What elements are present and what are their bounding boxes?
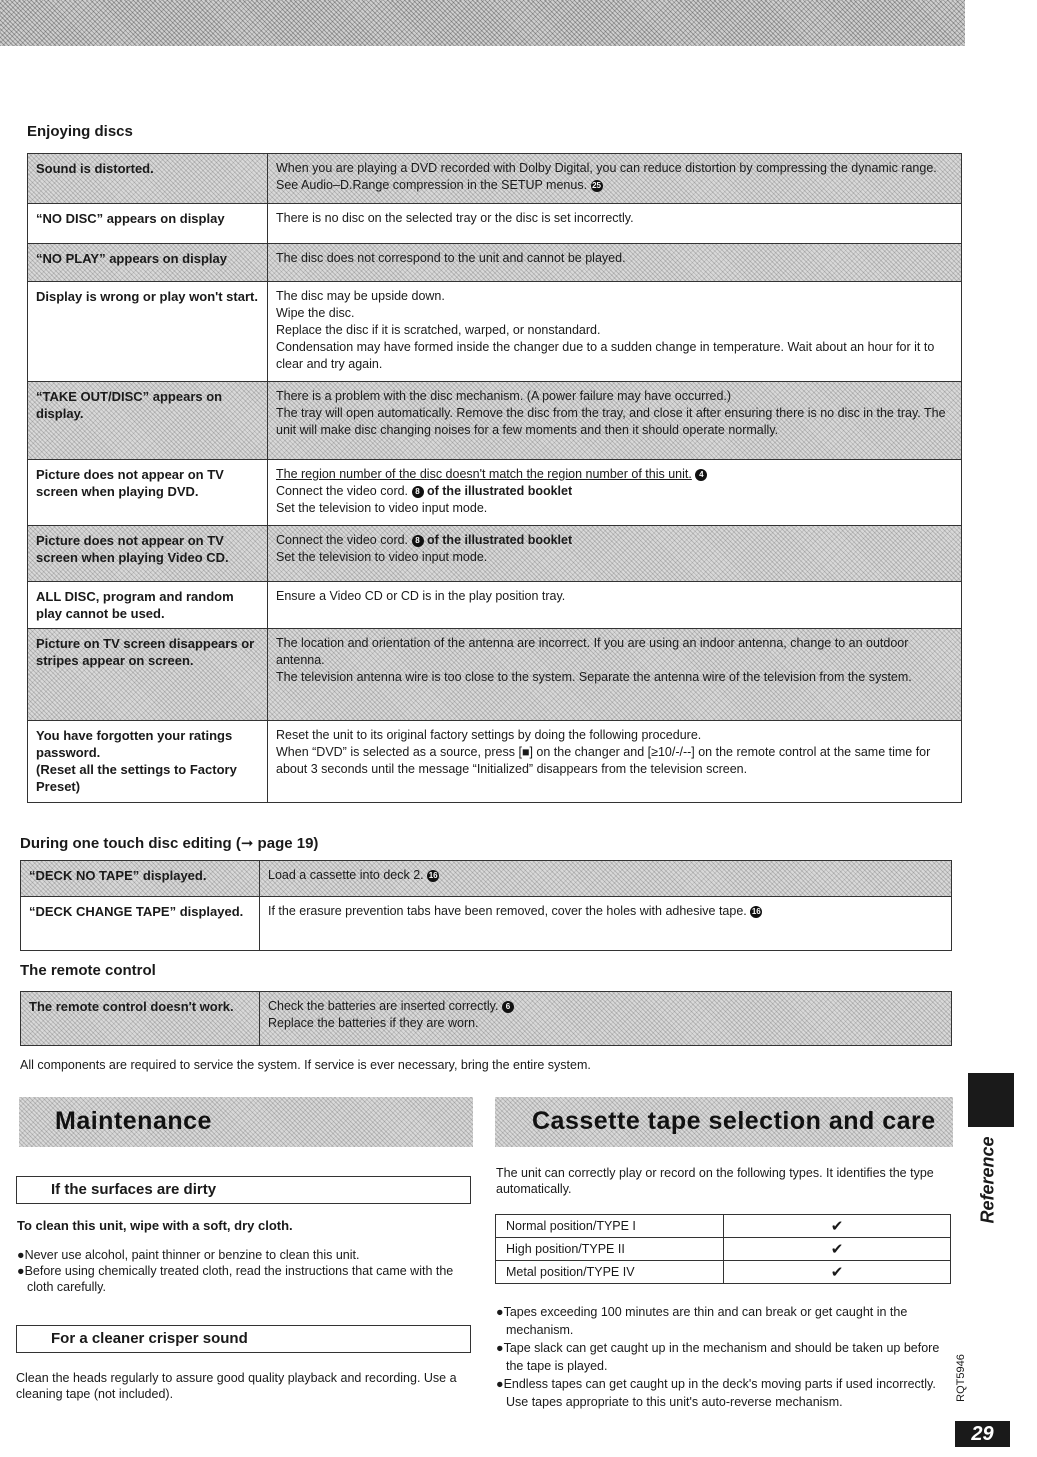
- problem-cell: Display is wrong or play won't start.: [28, 282, 268, 382]
- cassette-intro: The unit can correctly play or record on the following types. It identifies the type automatically.: [496, 1166, 934, 1196]
- solution-cell: There is a problem with the disc mechanism. (A power failure may have occurred.) The tray will open automatically. Remove the disc from the tray, and close it after ensuring there is no disc in the tray. The unit will make disc changing noises for a few moments and then it should operate normally.: [268, 382, 962, 460]
- clean-heading: To clean this unit, wipe with a soft, dry cloth.: [17, 1218, 293, 1233]
- list-item: ●Endless tapes can get caught up in the deck's moving parts if used incorrectly. Use tapes appropriate to this unit's auto-reverse mechanism.: [496, 1377, 936, 1409]
- solution-cell: The location and orientation of the antenna are incorrect. If you are using an indoor antenna, change to an outdoor antenna. The television antenna wire is too close to the system. Separate the antenna wire of the television from the system.: [268, 629, 962, 721]
- solution-cell: When you are playing a DVD recorded with Dolby Digital, you can reduce distortion by compressing the dynamic range. See Audio–D.Range compression in the SETUP menus. 25: [268, 154, 962, 204]
- solution-cell: There is no disc on the selected tray or the disc is set incorrectly.: [268, 204, 962, 244]
- enjoying-discs-heading: Enjoying discs: [27, 123, 133, 140]
- table-row: [21, 897, 952, 951]
- table-row: [28, 582, 962, 629]
- table-row: [21, 861, 952, 897]
- page-ref-icon: 4: [695, 469, 707, 481]
- page-ref-icon: 16: [428, 870, 438, 880]
- service-note: All components are required to service the system. If service is ever necessary, bring the entire system.: [20, 1058, 591, 1072]
- table-row: [28, 382, 962, 460]
- page-ref-icon: 16: [751, 906, 761, 916]
- document-code: RQT5946: [955, 1354, 967, 1402]
- cleaner-sound-box: For a cleaner crisper sound: [16, 1325, 471, 1353]
- solution-cell: The region number of the disc doesn't match the region number of this unit. 4 Connect the video cord. 8 of the illustrated booklet Set the television to video input mode.: [268, 460, 962, 526]
- tape-type-cell: Metal position/TYPE IV: [496, 1261, 724, 1284]
- maintenance-bullets: [17, 1247, 472, 1295]
- table-row: [496, 1215, 951, 1238]
- page-ref-icon: 8: [412, 486, 424, 498]
- table-row: [21, 992, 952, 1046]
- list-item: ●Before using chemically treated cloth, read the instructions that came with the cloth carefully.: [17, 1264, 454, 1294]
- cassette-title: Cassette tape selection and care: [532, 1107, 936, 1135]
- problem-cell: Picture on TV screen disappears or stripes appear on screen.: [28, 629, 268, 721]
- solution-cell: If the erasure prevention tabs have been removed, cover the holes with adhesive tape. 16: [260, 897, 952, 951]
- list-item: ●Tape slack can get caught up in the mechanism and should be taken up before the tape is played.: [496, 1341, 940, 1373]
- solution-cell: Check the batteries are inserted correctly. 6 Replace the batteries if they are worn.: [260, 992, 952, 1046]
- enjoying-discs-table: [27, 153, 962, 803]
- solution-cell: The disc may be upside down. Wipe the disc. Replace the disc if it is scratched, warped, or nonstandard. Condensation may have formed inside the changer due to a sudden change in temperature. Wait about an hour for it to clear and try again.: [268, 282, 962, 382]
- tape-type-cell: High position/TYPE II: [496, 1238, 724, 1261]
- table-row: [28, 629, 962, 721]
- tape-type-cell: Normal position/TYPE I: [496, 1215, 724, 1238]
- table-row: [28, 154, 962, 204]
- problem-cell: “DECK NO TAPE” displayed.: [21, 861, 260, 897]
- problem-cell: “NO DISC” appears on display: [28, 204, 268, 244]
- solution-cell: Connect the video cord. 8 of the illustrated booklet Set the television to video input mode.: [268, 526, 962, 582]
- heads-text: Clean the heads regularly to assure good quality playback and recording. Use a cleaning tape (not included).: [16, 1371, 457, 1401]
- table-row: [496, 1238, 951, 1261]
- table-row: [496, 1261, 951, 1284]
- problem-cell: Sound is distorted.: [28, 154, 268, 204]
- table-row: [28, 460, 962, 526]
- solution-cell: Load a cassette into deck 2. 16: [260, 861, 952, 897]
- problem-cell: ALL DISC, program and random play cannot be used.: [28, 582, 268, 629]
- section-tab-marker: [968, 1073, 1014, 1127]
- solution-cell: Ensure a Video CD or CD is in the play position tray.: [268, 582, 962, 629]
- table-row: [28, 204, 962, 244]
- problem-cell: Picture does not appear on TV screen when playing Video CD.: [28, 526, 268, 582]
- page-ref-icon: 25: [592, 180, 601, 190]
- reference-label: Reference: [977, 1136, 998, 1224]
- problem-cell: The remote control doesn't work.: [21, 992, 260, 1046]
- table-row: [28, 244, 962, 282]
- remote-table: [20, 991, 952, 1046]
- cassette-bullets: [496, 1303, 952, 1411]
- solution-cell: The disc does not correspond to the unit and cannot be played.: [268, 244, 962, 282]
- one-touch-editing-heading: During one touch disc editing (➞ page 19): [20, 835, 319, 852]
- table-row: [28, 721, 962, 803]
- list-item: ●Tapes exceeding 100 minutes are thin and can break or get caught in the mechanism.: [496, 1305, 908, 1337]
- surfaces-dirty-box: If the surfaces are dirty: [16, 1176, 471, 1204]
- cassette-banner: [495, 1097, 953, 1147]
- tape-types-table: [495, 1214, 951, 1284]
- check-icon: ✔: [724, 1215, 951, 1238]
- problem-cell: “NO PLAY” appears on display: [28, 244, 268, 282]
- page-number: 29: [955, 1421, 1010, 1447]
- problem-cell: “DECK CHANGE TAPE” displayed.: [21, 897, 260, 951]
- problem-cell: You have forgotten your ratings password. (Reset all the settings to Factory Preset): [28, 721, 268, 803]
- table-row: [28, 526, 962, 582]
- problem-cell: “TAKE OUT/DISC” appears on display.: [28, 382, 268, 460]
- maintenance-title: Maintenance: [55, 1107, 212, 1135]
- page-ref-icon: 6: [502, 1001, 514, 1013]
- check-icon: ✔: [724, 1261, 951, 1284]
- maintenance-banner: [19, 1097, 473, 1147]
- page-ref-icon: 8: [412, 535, 424, 547]
- remote-control-heading: The remote control: [20, 962, 156, 979]
- problem-cell: Picture does not appear on TV screen when playing DVD.: [28, 460, 268, 526]
- header-band: [0, 0, 965, 46]
- solution-cell: Reset the unit to its original factory settings by doing the following procedure. When “DVD” is selected as a source, press [■] on the changer and [≥10/-/--] on the remote control at the same time for about 3 seconds until the message “Initialized” disappears from the television screen.: [268, 721, 962, 803]
- list-item: ●Never use alcohol, paint thinner or benzine to clean this unit.: [17, 1248, 360, 1262]
- check-icon: ✔: [724, 1238, 951, 1261]
- editing-table: [20, 860, 952, 951]
- table-row: [28, 282, 962, 382]
